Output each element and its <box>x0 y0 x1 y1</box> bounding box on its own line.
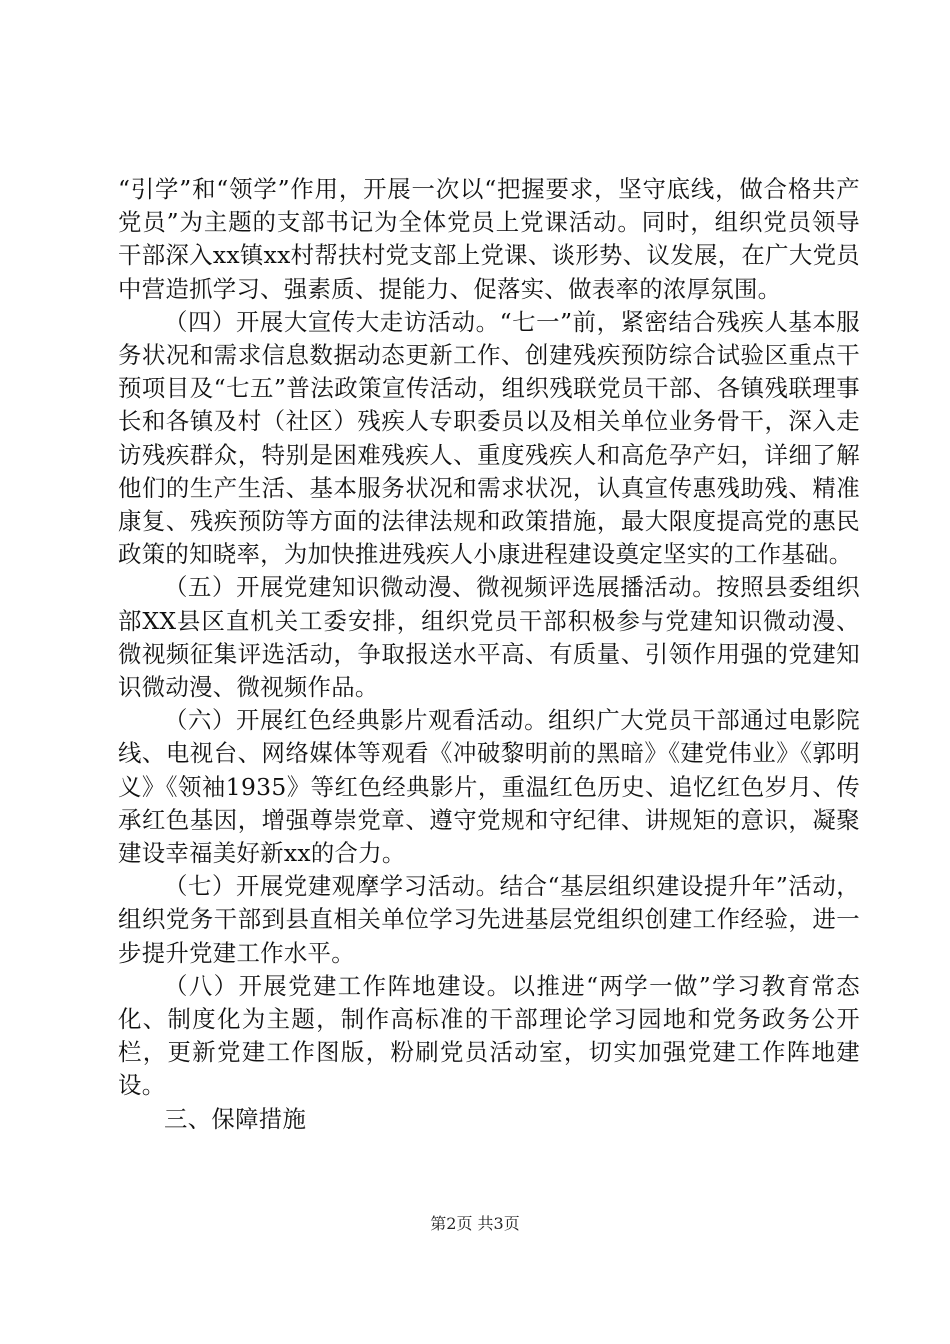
page-footer: 第2页 共3页 <box>430 1214 520 1233</box>
section-heading-safeguards: 三、保障措施 <box>164 1104 307 1133</box>
paragraph-section-four: （四）开展大宣传大走访活动。“七一”前，紧密结合残疾人基本服务状况和需求信息数据动态更新工作、创建残疾预防综合试验区重点干预项目及“七五”普法政策宣传活动，组织残联党员干部、各镇残联理事长和各镇及村（社区）残疾人专职委员以及相关单位业务骨干，深入走访残疾群众，特别是困难残疾人、重度残疾人和高危孕产妇，详细了解他们的生产生活、基本服务状况和需求状况，认真宣传惠残助残、精准康复、残疾预防等方面的法律法规和政策措施，最大限度提高党的惠民政策的知晓率，为加快推进残疾人小康进程建设奠定坚实的工作基础。 <box>118 307 860 569</box>
document-body <box>118 173 860 1136</box>
paragraph-section-six: （六）开展红色经典影片观看活动。组织广大党员干部通过电影院线、电视台、网络媒体等观看《冲破黎明前的黑暗》《建党伟业》《郭明义》《领袖1935》等红色经典影片，重温红色历史、追忆红色岁月、传承红色基因，增强尊崇党章、遵守党规和守纪律、讲规矩的意识，凝聚建设幸福美好新xx的合力。 <box>118 706 860 868</box>
paragraph-section-five: （五）开展党建知识微动漫、微视频评选展播活动。按照县委组织部XX县区直机关工委安排，组织党员干部积极参与党建知识微动漫、微视频征集评选活动，争取报送水平高、有质量、引领作用强的党建知识微动漫、微视频作品。 <box>118 573 860 702</box>
paragraph-continued: “引学”和“领学”作用，开展一次以“把握要求，坚守底线，做合格共产党员”为主题的支部书记为全体党员上党课活动。同时，组织党员领导干部深入xx镇xx村帮扶村党支部上党课、谈形势、议发展，在广大党员中营造抓学习、强素质、提能力、促落实、做表率的浓厚氛围。 <box>118 175 860 303</box>
paragraph-section-eight: （八）开展党建工作阵地建设。以推进“两学一做”学习教育常态化、制度化为主题，制作高标准的干部理论学习园地和党务政务公开栏，更新党建工作图版，粉刷党员活动室，切实加强党建工作阵地建设。 <box>118 971 860 1100</box>
paragraph-section-seven: （七）开展党建观摩学习活动。结合“基层组织建设提升年”活动，组织党务干部到县直相关单位学习先进基层党组织创建工作经验，进一步提升党建工作水平。 <box>118 872 860 967</box>
